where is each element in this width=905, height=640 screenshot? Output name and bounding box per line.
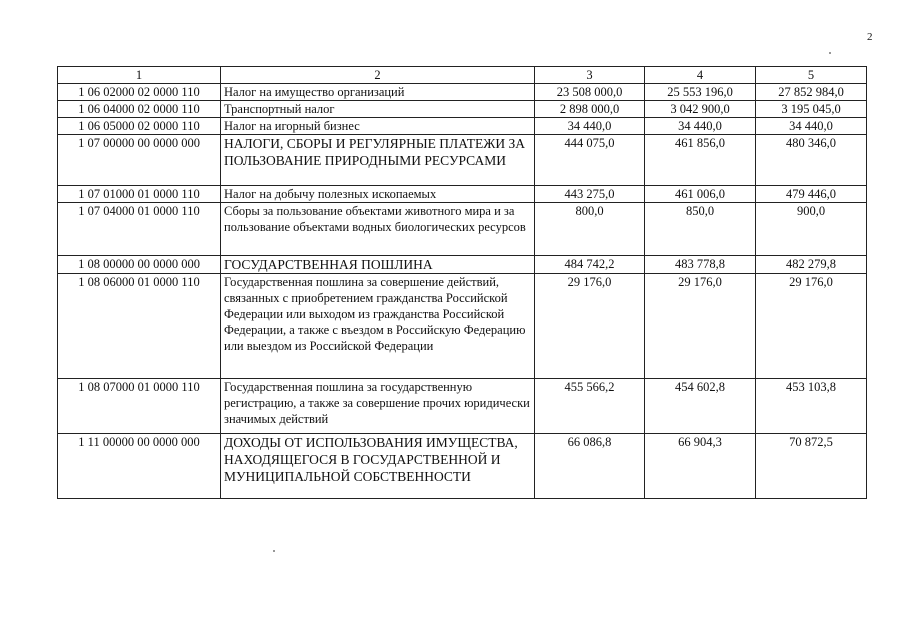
value-col4-cell: 34 440,0	[645, 118, 756, 135]
income-code-cell: 1 06 04000 02 0000 110	[58, 101, 221, 118]
income-code-cell: 1 08 07000 01 0000 110	[58, 379, 221, 434]
table-row	[58, 101, 867, 118]
value-col5-cell: 482 279,8	[756, 256, 867, 274]
table-row	[58, 135, 867, 186]
value-col5-cell: 453 103,8	[756, 379, 867, 434]
value-col3-cell: 800,0	[535, 203, 645, 256]
income-name-cell: Государственная пошлина за государственную регистрацию, а также за совершение прочих юридически значимых действий	[221, 379, 535, 434]
income-code-cell: 1 08 06000 01 0000 110	[58, 274, 221, 379]
table-row	[58, 118, 867, 135]
value-col3-cell: 2 898 000,0	[535, 101, 645, 118]
table-row	[58, 186, 867, 203]
income-name-cell: Государственная пошлина за совершение действий, связанных с приобретением гражданства Российской Федерации или выходом из гражданства Российской Федерации, а также с въездом в Российскую Федерацию или выездом из Российской Федерации	[221, 274, 535, 379]
income-name-cell: Налог на имущество организаций	[221, 84, 535, 101]
column-header: 5	[756, 67, 867, 84]
column-header: 2	[221, 67, 535, 84]
income-name-cell: Сборы за пользование объектами животного мира и за пользование объектами водных биологических ресурсов	[221, 203, 535, 256]
value-col3-cell: 455 566,2	[535, 379, 645, 434]
value-col5-cell: 480 346,0	[756, 135, 867, 186]
value-col4-cell: 3 042 900,0	[645, 101, 756, 118]
income-code-cell: 1 11 00000 00 0000 000	[58, 434, 221, 499]
value-col5-cell: 34 440,0	[756, 118, 867, 135]
value-col3-cell: 484 742,2	[535, 256, 645, 274]
income-name-cell: НАЛОГИ, СБОРЫ И РЕГУЛЯРНЫЕ ПЛАТЕЖИ ЗА ПОЛЬЗОВАНИЕ ПРИРОДНЫМИ РЕСУРСАМИ	[221, 135, 535, 186]
income-code-cell: 1 06 02000 02 0000 110	[58, 84, 221, 101]
value-col3-cell: 444 075,0	[535, 135, 645, 186]
value-col4-cell: 461 856,0	[645, 135, 756, 186]
income-name-cell: ГОСУДАРСТВЕННАЯ ПОШЛИНА	[221, 256, 535, 274]
income-name-cell: Транспортный налог	[221, 101, 535, 118]
value-col4-cell: 483 778,8	[645, 256, 756, 274]
table-row	[58, 203, 867, 256]
value-col3-cell: 23 508 000,0	[535, 84, 645, 101]
income-name-cell: Налог на игорный бизнес	[221, 118, 535, 135]
value-col5-cell: 3 195 045,0	[756, 101, 867, 118]
column-header: 1	[58, 67, 221, 84]
column-header: 3	[535, 67, 645, 84]
income-code-cell: 1 08 00000 00 0000 000	[58, 256, 221, 274]
income-code-cell: 1 07 00000 00 0000 000	[58, 135, 221, 186]
budget-table	[57, 66, 867, 499]
value-col5-cell: 29 176,0	[756, 274, 867, 379]
value-col3-cell: 34 440,0	[535, 118, 645, 135]
value-col4-cell: 850,0	[645, 203, 756, 256]
scan-speck	[273, 550, 275, 552]
value-col4-cell: 461 006,0	[645, 186, 756, 203]
table-row	[58, 434, 867, 499]
value-col4-cell: 66 904,3	[645, 434, 756, 499]
value-col5-cell: 900,0	[756, 203, 867, 256]
income-name-cell: Налог на добычу полезных ископаемых	[221, 186, 535, 203]
table-row	[58, 379, 867, 434]
income-code-cell: 1 07 01000 01 0000 110	[58, 186, 221, 203]
scan-speck	[829, 52, 831, 54]
value-col3-cell: 29 176,0	[535, 274, 645, 379]
value-col5-cell: 27 852 984,0	[756, 84, 867, 101]
income-code-cell: 1 06 05000 02 0000 110	[58, 118, 221, 135]
value-col5-cell: 70 872,5	[756, 434, 867, 499]
value-col5-cell: 479 446,0	[756, 186, 867, 203]
value-col3-cell: 443 275,0	[535, 186, 645, 203]
table-header-row	[58, 67, 867, 84]
income-code-cell: 1 07 04000 01 0000 110	[58, 203, 221, 256]
value-col4-cell: 29 176,0	[645, 274, 756, 379]
table-row	[58, 84, 867, 101]
value-col4-cell: 25 553 196,0	[645, 84, 756, 101]
income-name-cell: ДОХОДЫ ОТ ИСПОЛЬЗОВАНИЯ ИМУЩЕСТВА, НАХОДЯЩЕГОСЯ В ГОСУДАРСТВЕННОЙ И МУНИЦИПАЛЬНОЙ СОБСТВЕННОСТИ	[221, 434, 535, 499]
value-col4-cell: 454 602,8	[645, 379, 756, 434]
page-number: 2	[867, 31, 873, 43]
value-col3-cell: 66 086,8	[535, 434, 645, 499]
table-row	[58, 256, 867, 274]
column-header: 4	[645, 67, 756, 84]
table-row	[58, 274, 867, 379]
